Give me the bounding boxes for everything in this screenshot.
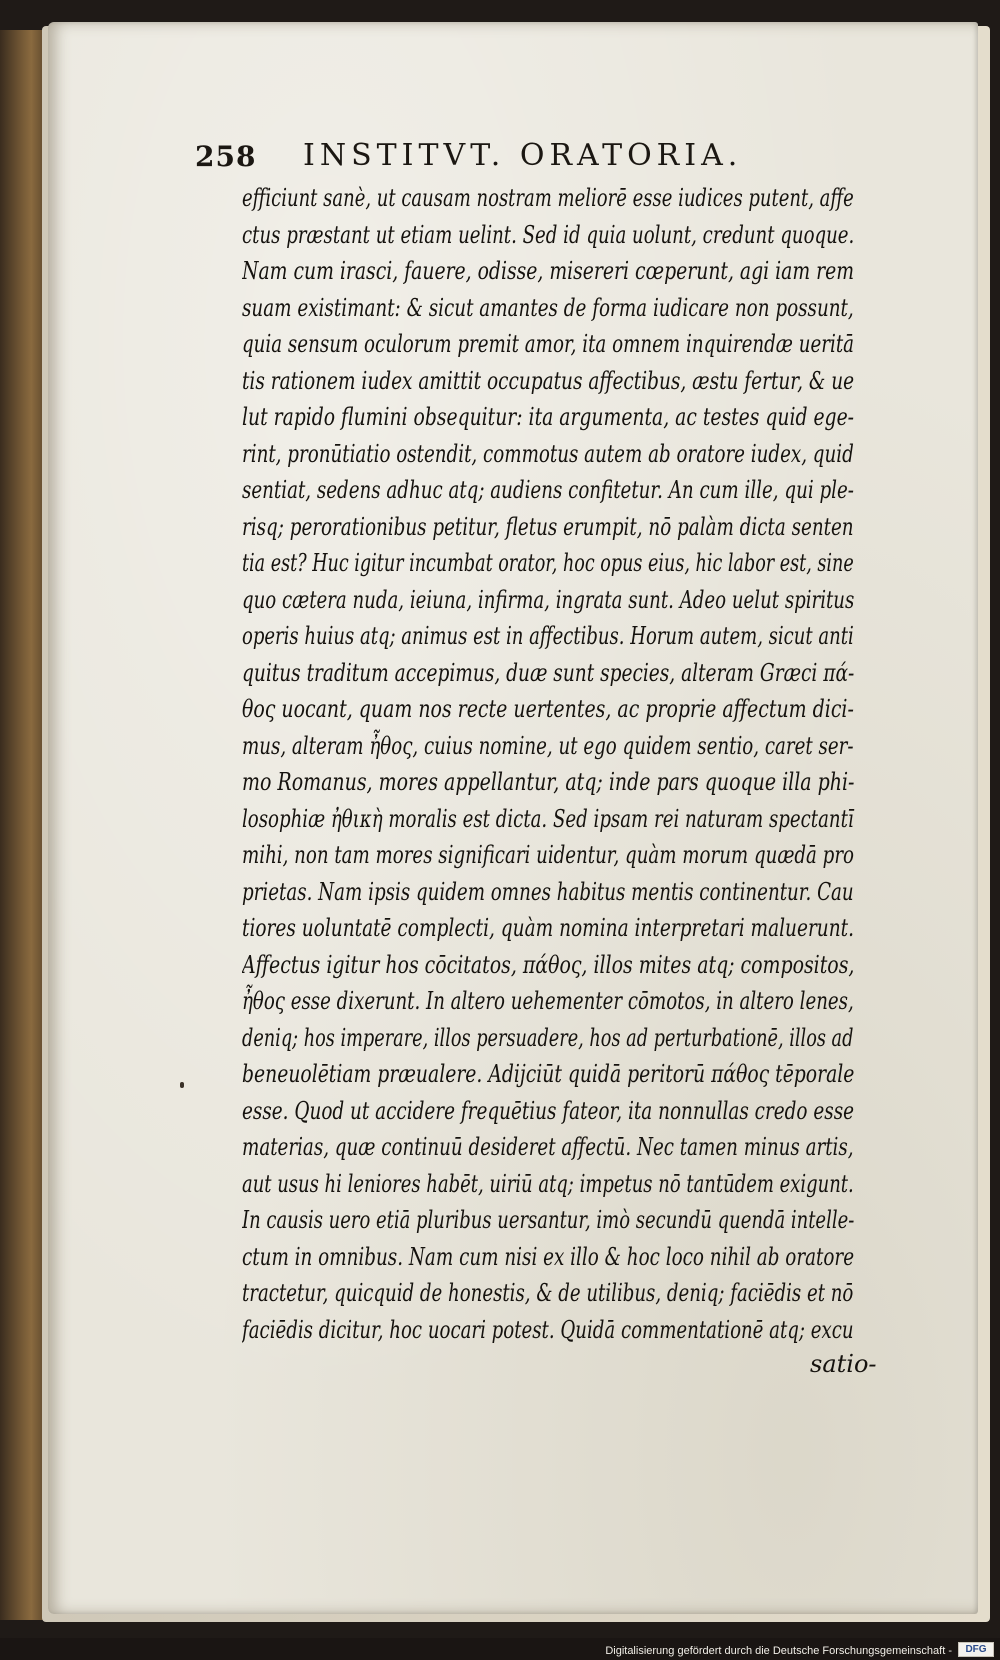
text-line: tia est? Huc igitur incumbat orator, hoc opus eius, hic labor est, sine [242,549,854,577]
catchword: satio- [810,1350,877,1378]
text-line: operis huius atq; animus est in affectibus. Horum autem, sicut anti [242,622,854,650]
text-line: quia sensum oculorum premit amor, ita omnem inquirendæ ueritā [242,330,855,358]
body-text [242,180,854,1348]
funding-credit: Digitalisierung gefördert durch die Deutsche Forschungsgemeinschaft - [605,1645,952,1657]
text-line: ctum in omnibus. Nam cum nisi ex illo & hoc loco nihil ab oratore [242,1242,855,1271]
running-head: INSTITVT. ORATORIA. [303,138,743,173]
text-line: mo Romanus, mores appellantur, atq; inde pars quoque illa phi- [242,768,855,796]
text-line: quo cætera nuda, ieiuna, infirma, ingrata sunt. Adeo uelut spiritus [242,585,855,614]
dfg-logo: DFG [958,1642,994,1657]
text-line: rint, pronūtiatio ostendit, commotus autem ab oratore iudex, quid [242,439,854,468]
text-line: deniq; hos imperare, illos persuadere, hos ad perturbationē, illos ad [242,1023,854,1052]
text-line: faciēdis dicitur, hoc uocari potest. Quidā commentationē atq; excu [242,1315,854,1344]
text-line: esse. Quod ut accidere frequētius fateor, ita nonnullas credo esse [242,1096,855,1125]
text-line: tiores uoluntatē complecti, quàm nomina interpretari maluerunt. [242,914,855,942]
text-line: In causis uero etiā pluribus uersantur, imò secundū quendā intelle- [242,1206,855,1234]
page-number: 258 [195,140,257,173]
text-line: mihi, non tam mores significari uidentur, quàm morum quædā pro [242,841,854,869]
text-line: aut usus hi leniores habēt, uiriū atq; impetus nō tantūdem exigunt. [242,1169,854,1198]
text-line: losophiæ ἠθικὴ moralis est dicta. Sed ipsam rei naturam spectantī [242,804,854,833]
text-line: mus, alteram ἦθος, cuius nomine, ut ego quidem sentio, caret ser- [242,731,854,760]
text-line: efficiunt sanè, ut causam nostram meliorē esse iudices putent, affe [242,184,854,212]
text-line: materias, quæ continuū desideret affectū. Nec tamen minus artis, [242,1133,854,1161]
text-line: ctus præstant ut etiam uelint. Sed id quia uolunt, credunt quoque. [242,220,855,249]
text-line: quitus traditum accepimus, duæ sunt species, alteram Græci πά- [242,658,855,687]
text-line: risq; perorationibus petitur, fletus erumpit, nō palàm dicta senten [242,512,854,541]
ink-speck [180,1082,184,1088]
text-line: lut rapido flumini obsequitur: ita argumenta, ac testes quid ege- [242,403,855,431]
digitization-footer [0,1638,1000,1660]
text-line: beneuolētiam præualere. Adijciūt quidā peritorū πάθος tēporale [242,1060,855,1088]
text-line: Nam cum irasci, fauere, odisse, misereri cœperunt, agi iam rem [242,257,855,285]
text-line: tractetur, quicquid de honestis, & de utilibus, deniq; faciēdis et nō [242,1279,854,1307]
text-line: sentiat, sedens adhuc atq; audiens confitetur. An cum ille, qui ple- [242,476,854,504]
text-line: Affectus igitur hos cōcitatos, πάθος, illos mites atq; compositos, [242,950,855,979]
text-line: tis rationem iudex amittit occupatus affectibus, æstu fertur, & ue [242,366,855,395]
text-line: prietas. Nam ipsis quidem omnes habitus mentis continentur. Cau [242,877,854,906]
page-header [195,138,855,182]
text-line: suam existimant: & sicut amantes de forma iudicare non possunt, [242,293,854,322]
text-line: θος uocant, quam nos recte uertentes, ac proprie affectum dici- [242,695,854,723]
text-line: ἦθος esse dixerunt. In altero uehementer cōmotos, in altero lenes, [242,987,854,1015]
